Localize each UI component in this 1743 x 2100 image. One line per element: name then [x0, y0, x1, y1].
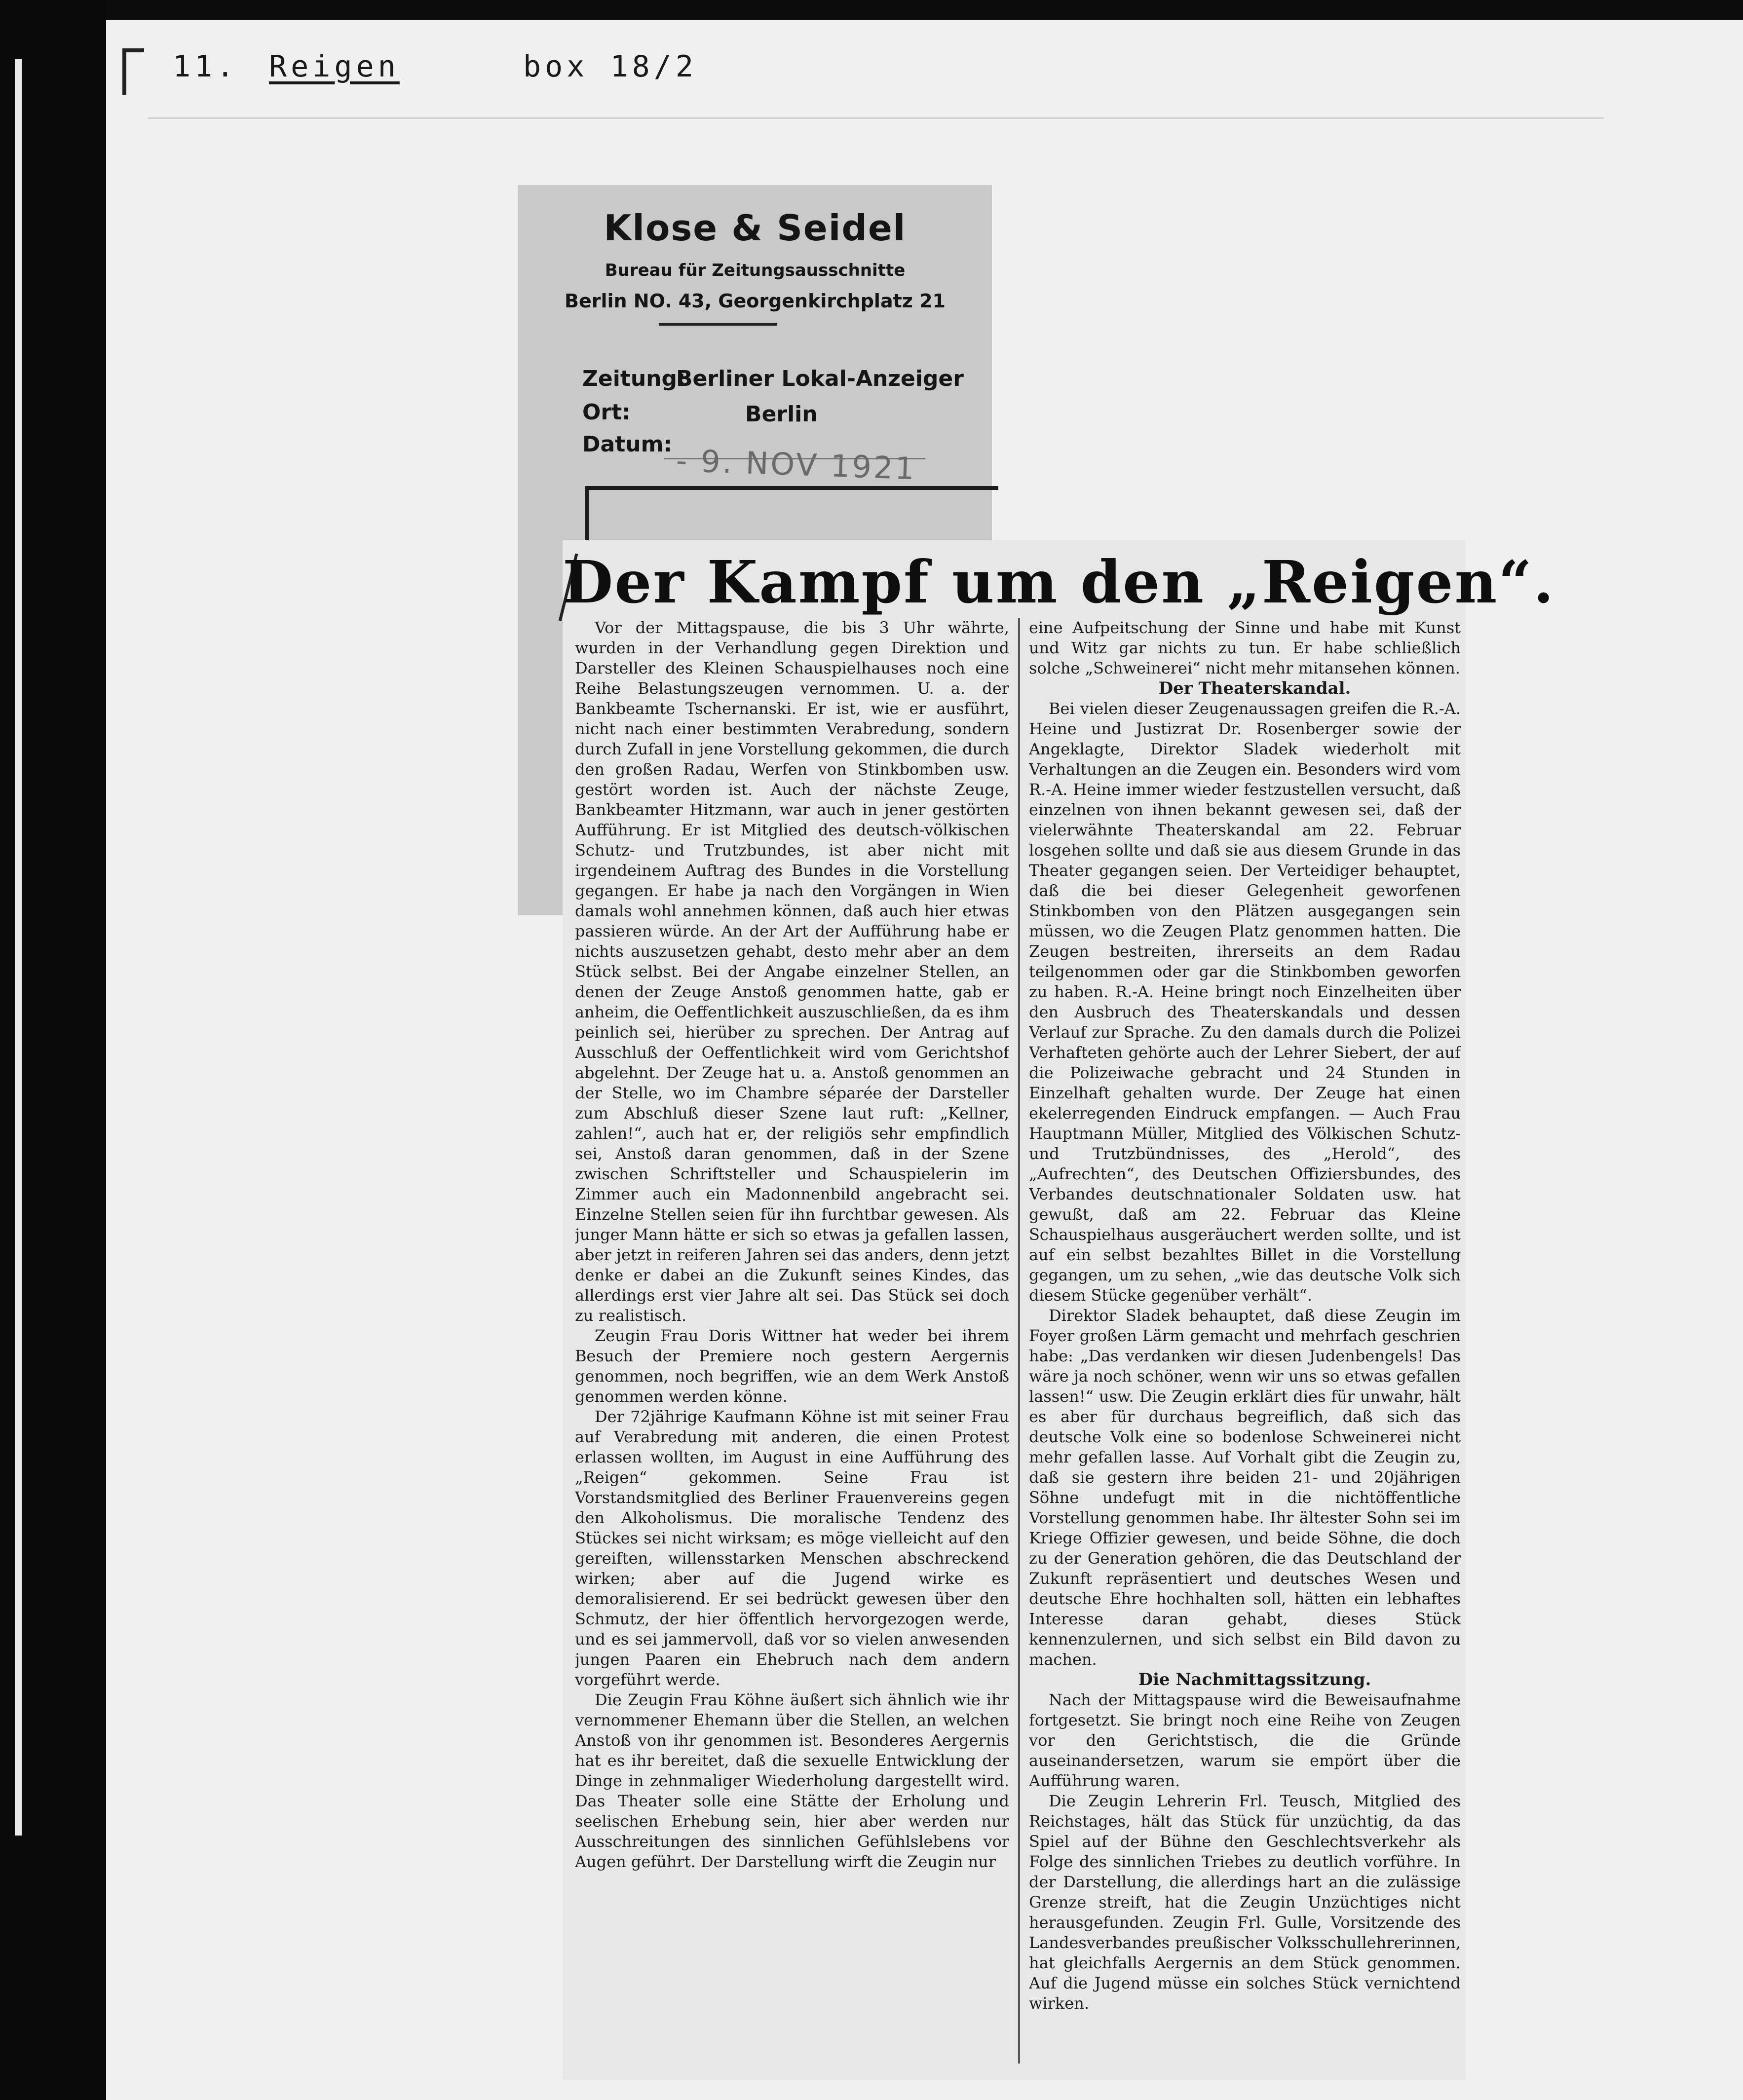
- article-paragraph: Die Zeugin Lehrerin Frl. Teusch, Mitglied des Reichstages, hält das Stück für unzüchtig, da das Spiel auf der Bühne den Geschlechtsverkehr als Folge des sinnlichen Triebes zu deutlich vorführe. In der Darstellung, die allerdings hart an die zulässige Grenze streift, hat die Zeugin Unzüchtiges nicht herausgefunden. Zeugin Frl. Gulle, Vorsitzende des Landesverbandes preußischer Volksschullehrerinnen, hat gleichfalls Aergernis an dem Stück genommen. Auf die Jugend müsse ein solches Stück vernichtend wirken.: [1029, 1792, 1461, 2013]
- archive-number: 11.: [173, 49, 238, 84]
- archive-title: Reigen: [269, 49, 400, 84]
- corner-mark-top: [122, 48, 144, 52]
- scanner-edge: [0, 0, 106, 2100]
- article-paragraph: eine Aufpeitschung der Sinne und habe mit Kunst und Witz gar nichts zu tun. Er habe schließlich solche „Schweinerei“ nicht mehr mitansehen können.: [1029, 618, 1461, 677]
- article-paragraph: Der 72jährige Kaufmann Köhne ist mit seiner Frau auf Verabredung mit anderen, die einen Protest erlassen wollten, im August in eine Aufführung des „Reigen“ gekommen. Seine Frau ist Vorstandsmitglied des Berliner Frauenvereins gegen den Alkoholismus. Die moralische Tendenz des Stückes sei nicht wirksam; es möge vielleicht auf den gereiften, willensstarken Menschen abschreckend wirken; aber auf die Jugend wirke es demoralisierend. Er sei bedrückt gewesen über den Schmutz, der hier öffentlich hervorgezogen werde, und es sei jammervoll, daß vor so vielen anwesenden jungen Paaren ein Ehebruch nach dem andern vorgeführt werde.: [575, 1407, 1009, 1689]
- ort-label: Ort:: [582, 400, 631, 425]
- article-paragraph: Zeugin Frau Doris Wittner hat weder bei ihrem Besuch der Premiere noch gestern Aergernis genommen, noch begriffen, wie an dem Werk Anstoß genommen werden könne.: [575, 1326, 1009, 1406]
- article-headline: Der Kampf um den „Reigen“.: [563, 548, 1555, 616]
- article-column-left: [575, 618, 1009, 2066]
- article-paragraph: Bei vielen dieser Zeugenaussagen greifen die R.-A. Heine und Justizrat Dr. Rosenberger sowie der Angeklagte, Direktor Sladek wiederholt mit Verhaltungen an die Zeugen ein. Besonders wird vom R.-A. Heine immer wieder festzustellen versucht, daß einzelnen von ihnen bekannt gewesen sei, daß der vielerwähnte Theaterskandal am 22. Februar losgehen sollte und daß sie aus diesem Grunde in das Theater gegangen seien. Der Verteidiger behauptet, daß die bei dieser Gelegenheit geworfenen Stinkbomben von den Plätzen ausgegangen sein müssen, wo die Zeugen Platz genommen hatten. Die Zeugen bestreiten, ihrerseits an dem Radau teilgenommen oder gar die Stinkbomben geworfen zu haben. R.-A. Heine bringt noch Einzelheiten über den Ausbruch des Theaterskandals und dessen Verlauf zur Sprache. Zu den damals durch die Polizei Verhafteten gehörte auch der Lehrer Siebert, der auf die Polizeiwache gebracht und 24 Stunden in Einzelhaft gehalten wurde. Der Zeuge hat einen ekelerregenden Eindruck empfangen. — Auch Frau Hauptmann Müller, Mitglied des Völkischen Schutz- und Trutzbündnisses, des „Herold“, des „Aufrechten“, des Deutschen Offiziersbundes, des Verbandes deutschnationaler Soldaten usw. hat gewußt, daß am 22. Februar das Kleine Schauspielhaus ausgeräuchert werden sollte, und ist auf ein selbst bezahltes Billet in die Vorstellung gegangen, um zu sehen, „wie das deutsche Volk sich diesem Stücke gegenüber verhält“.: [1029, 699, 1461, 1305]
- article-paragraph: Die Zeugin Frau Köhne äußert sich ähnlich wie ihr vernommener Ehemann über die Stellen, an welchen Anstoß von ihr genommen ist. Besonderes Aergernis hat es ihr bereitet, daß die sexuelle Entwicklung der Dinge in zehnmaliger Wiederholung dargestellt wird. Das Theater solle eine Stätte der Erholung und seelischen Erhebung sein, hier aber werden nur Ausschreitungen des sinnlichen Gefühlslebens vor Augen geführt. Der Darstellung wirft die Zeugin nur: [575, 1690, 1009, 1871]
- header-rule: [148, 117, 1604, 119]
- article-column-right: [1029, 618, 1461, 2066]
- ort-value: Berlin: [745, 402, 818, 427]
- article-paragraph: Direktor Sladek behauptet, daß diese Zeugin im Foyer großen Lärm gemacht und mehrfach geschrien habe: „Das verdanken wir diesen Judenbengels! Das wäre ja noch schöner, wenn wir uns so etwas gefallen lassen!“ usw. Die Zeugin erklärt dies für unwahr, hält es aber für durchaus begreiflich, daß sich das deutsche Volk eine so bodenlose Schweinerei nicht mehr gefallen lasse. Auf Vorhalt gibt die Zeugin zu, daß sie gestern ihre beiden 21- und 20jährigen Söhne undefugt mit in die nichtöffentliche Vorstellung genommen habe. Ihr ältester Sohn sei im Kriege Offizier gewesen, und beide Söhne, die doch zu der Generation gehören, die das Deutschland der Zukunft repräsentiert und deutsches Wesen und deutsche Ehre hochhalten soll, hätten ein lebhaftes Interesse daran gehabt, dieses Stück kennenzulernen, und sich selbst ein Bild davon zu machen.: [1029, 1306, 1461, 1669]
- agency-name: Klose & Seidel: [604, 207, 907, 249]
- datum-label: Datum:: [582, 432, 673, 457]
- archive-box: box 18/2: [523, 49, 697, 84]
- agency-subtitle: Bureau für Zeitungsausschnitte: [605, 261, 906, 280]
- card-divider: [659, 323, 777, 326]
- date-stamp: - 9. NOV 1921: [675, 442, 917, 487]
- article-paragraph: Nach der Mittagspause wird die Beweisaufnahme fortgesetzt. Sie bringt noch eine Reihe von Zeugen vor den Gerichtstisch, die die Gründe auseinandersetzen, warum sie empört über die Aufführung waren.: [1029, 1690, 1461, 1790]
- agency-address: Berlin NO. 43, Georgenkirchplatz 21: [564, 290, 946, 312]
- section-heading-theaterskandal: Der Theaterskandal.: [1158, 678, 1351, 698]
- zeitung-value: Berliner Lokal-Anzeiger: [676, 366, 964, 391]
- article-paragraph: Vor der Mittagspause, die bis 3 Uhr währte, wurden in der Verhandlung gegen Direktion und Darsteller des Kleinen Schauspielhauses noch eine Reihe Belastungszeugen vernommen. U. a. der Bankbeamte Tschernanski. Er ist, wie er ausführt, nicht nach einer bestimmten Verabredung, sondern durch Zufall in jene Vorstellung gekommen, die durch den großen Radau, Werfen von Stinkbomben usw. gestört worden ist. Auch der nächste Zeuge, Bankbeamter Hitzmann, war auch in jener gestörten Aufführung. Er ist Mitglied des deutsch-völkischen Schutz- und Trutzbundes, ist aber nicht mit irgendeinem Auftrag des Bundes in die Vorstellung gegangen. Er habe ja nach den Vorgängen in Wien damals wohl annehmen können, daß auch hier etwas passieren würde. An der Art der Aufführung habe er nichts auszusetzen gehabt, desto mehr aber an dem Stück selbst. Bei der Angabe einzelner Stellen, an denen der Zeuge Anstoß genommen hatte, gab er anheim, die Oeffentlichkeit auszuschließen, da es ihm peinlich sei, hierüber zu sprechen. Der Antrag auf Ausschluß der Oeffentlichkeit wird vom Gerichtshof abgelehnt. Der Zeuge hat u. a. Anstoß genommen an der Stelle, wo im Chambre séparée der Darsteller zum Abschluß dieser Szene laut ruft: „Kellner, zahlen!“, auch hat er, der religiös sehr empfindlich sei, Anstoß daran genommen, daß in der Szene zwischen Schriftsteller und Schauspielerin im Zimmer auch ein Madonnenbild angebracht sei. Einzelne Stellen seien für ihn furchtbar gewesen. Als junger Mann hätte er sich so etwas ja gefallen lassen, aber jetzt in reiferen Jahren sei das anders, denn jetzt denke er dabei an die Zukunft seines Kindes, das allerdings erst vier Jahre alt sei. Das Stück sei doch zu realistisch.: [575, 618, 1009, 1325]
- column-divider: [1018, 618, 1020, 2063]
- section-heading-nachmittagssitzung: Die Nachmittagssitzung.: [1138, 1670, 1371, 1689]
- corner-mark: [122, 48, 126, 95]
- adjacent-page-strip: [15, 59, 22, 1836]
- zeitung-label: Zeitung:: [582, 366, 686, 391]
- clipping-frame: [585, 486, 998, 549]
